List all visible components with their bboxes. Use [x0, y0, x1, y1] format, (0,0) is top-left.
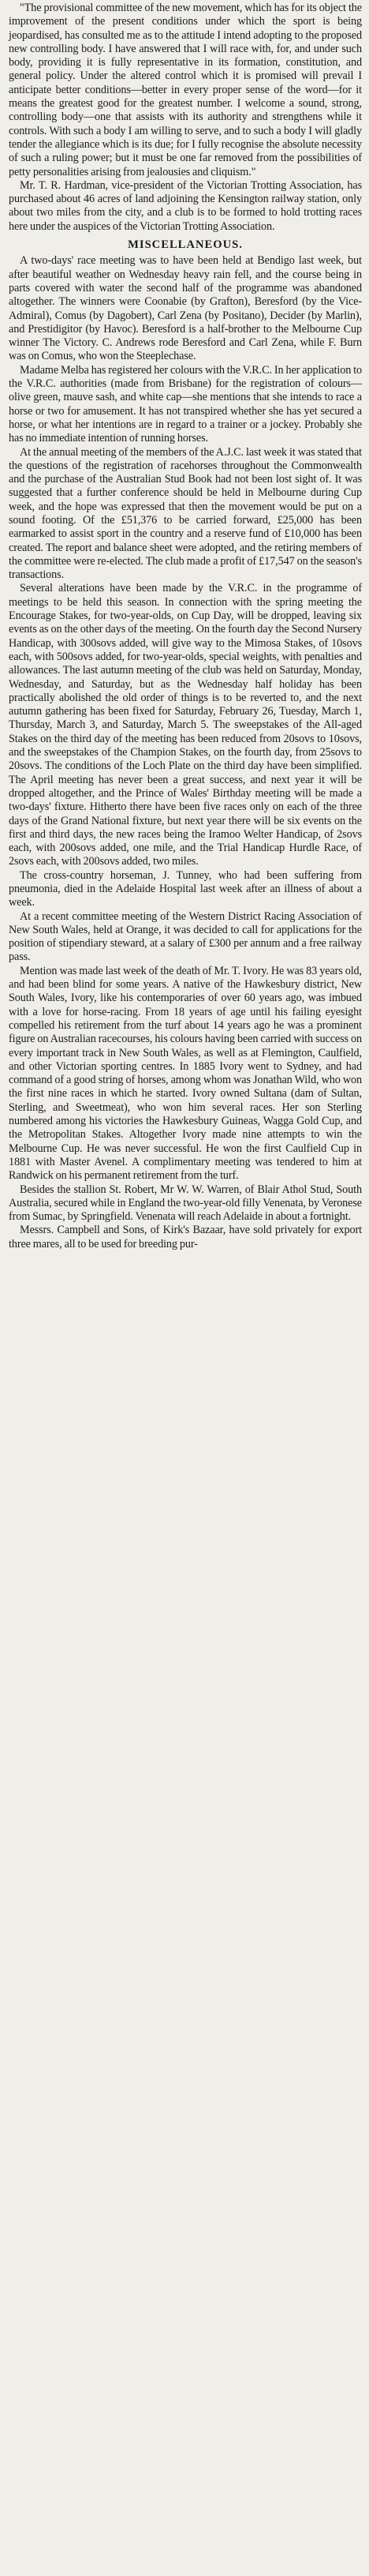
article-paragraph: Messrs. Campbell and Sons, of Kirk's Bazaar, have sold privately for export three mares, all to be used for breeding pur- — [9, 1224, 362, 1251]
article-paragraph: The cross-country horseman, J. Tunney, who had been suffering from pneumonia, died in the Adelaide Hospital last week after an illness of about a week. — [9, 868, 362, 909]
article-paragraph: "The provisional committee of the new movement, which has for its object the improvement of the present conditions under which the sport is being jeopardised, has consulted me as to the attitude I intend adopting to the proposed new controlling body. I have answered that I will race with, for, and under such body, providing it is fully representative in its formation, constitution, and general policy. Under the altered control which it is promised will prevail I anticipate better conditions—better in every proper sense of the word—for it means the greatest good for the greatest number. I welcome a sound, strong, controlling body—one that assists with its authority and strengthens while it controls. With such a body I am willing to serve, and to such a body I will gladly tender the allegiance which is its due; for I fully recognise the absolute necessity of such a ruling power; but it must be one far removed from the possibilities of petty personalities arising from jealousies and cliquism." — [9, 2, 362, 178]
article-paragraph: Besides the stallion St. Robert, Mr W. W. Warren, of Blair Athol Stud, South Australia, secured while in England the two-year-old filly Venenata, by Veronese from Sumac, by Springfield. Venenata will reach Adelaide in about a fortnight. — [9, 1183, 362, 1224]
article-paragraph: Madame Melba has registered her colours with the V.R.C. In her application to the V.R.C. authorities (made from Brisbane) for the registration of colours—olive green, mauve sash, and white cap—she mentions that she intends to race a horse or two for amusement. It has not transpired whether she has yet secured a horse, or what her intentions are in regard to a trainer or a jockey. Probably she has no immediate intention of running horses. — [9, 363, 362, 445]
article-paragraph: Mr. T. R. Hardman, vice-president of the Victorian Trotting Association, has purchased about 46 acres of land adjoining the Kensington railway station, only about two miles from the city, and a club is to be formed to hold trotting races here under the auspices of the Victorian Trotting Association. — [9, 178, 362, 233]
article-paragraph: Several alterations have been made by the V.R.C. in the programme of meetings to be held this season. In connection with the spring meeting the Encourage Stakes, for two-year-olds, on Cup Day, will be dropped, leaving six events as on the other days of the meeting. On the fourth day the Second Nursery Handicap, with 300sovs added, will give way to the Mimosa Stakes, of 10sovs each, with 500sovs added, for two-year-olds, special weights, with penalties and allowances. The last autumn meeting of the club was held on Saturday, Monday, Wednesday, and Saturday, but as the Wednesday half holiday has been practically abolished the old order of things is to be reverted to, and the next autumn gathering has been fixed for Saturday, February 26, Tuesday, March 1, Thursday, March 3, and Saturday, March 5. The sweepstakes of the All-aged Stakes on the third day of the meeting has been reduced from 20sovs to 10sovs, and the sweepstakes of the Champion Stakes, on the fourth day, from 25sovs to 20sovs. The conditions of the Loch Plate on the third day have been simplified. The April meeting has never been a great success, and next year it will be dropped altogether, and the Prince of Wales' Birthday meeting will be made a two-days' fixture. Hitherto there have been five races only on each of the three days of the Grand National fixture, but next year there will be six events on the first and third days, the new races being the Iramoo Welter Handicap, of 2sovs each, with 200sovs added, one mile, and the Trial Handicap Hurdle Race, of 2sovs each, with 200sovs added, two miles. — [9, 582, 362, 868]
section-heading: MISCELLANEOUS. — [128, 238, 243, 252]
article-paragraph: A two-days' race meeting was to have been held at Bendigo last week, but after beautiful weather on Wednesday heavy rain fell, and the course being in parts covered with water the second half of the programme was abandoned altogether. The winners were Coonabie (by Grafton), Beresford (by the Vice-Admiral), Comus (by Dagobert), Carl Zena (by Positano), Decider (by Marlin), and Prestidigitor (by Havoc). Beresford is a half-brother to the Melbourne Cup winner The Victory. C. Andrews rode Beresford and Carl Zena, while F. Burn was on Comus, who won the Steeplechase. — [9, 254, 362, 363]
trotting-section — [9, 2, 362, 234]
article-paragraph: Mention was made last week of the death of Mr. T. Ivory. He was 83 years old, and had been blind for some years. A native of the Hawkesbury district, New South Wales, Ivory, like his contemporaries of over 60 years ago, was imbued with a love for horse-racing. From 18 years of age until his failing eyesight compelled his retirement from the turf about 14 years ago he was a prominent figure on Australian racecourses, his colours having been carried with success on every important track in New South Wales, as well as at Flemington, Caulfield, and other Victorian sporting centres. In 1885 Ivory went to Sydney, and had command of a good string of horses, among whom was Jonathan Wild, who won the first nine races in which he started. Ivory owned Sultana (dam of Sultan, Sterling, and Sweetmeat), who won him several races. Her son Sterling numbered among his victories the Hawkesbury Guineas, Wagga Gold Cup, and the Metropolitan Stakes. Altogether Ivory made nine attempts to win the Melbourne Cup. He was never successful. He won the first Caulfield Cup in 1881 with Master Avenel. A complimentary meeting was tendered to him at Randwick on his permanent retirement from the turf. — [9, 964, 362, 1183]
article-paragraph: At the annual meeting of the members of the A.J.C. last week it was stated that the questions of the registration of racehorses throughout the Commonwealth and the purchase of the Australian Stud Book had not been lost sight of. It was suggested that a further conference should be held in Melbourne during Cup week, and the hope was expressed that then the movement would be put on a sound footing. Of the £51,376 to be carried forward, £25,000 has been earmarked to assist sport in the country and a reserve fund of £10,000 has been created. The report and balance sheet were adopted, and the retiring members of the committee were re-elected. The club made a profit of £17,547 on the season's transactions. — [9, 445, 362, 582]
article-paragraph: At a recent committee meeting of the Western District Racing Association of New South Wales, held at Orange, it was decided to call for applications for the position of stipendiary steward, at a salary of £300 per annum and a free railway pass. — [9, 909, 362, 964]
miscellaneous-section — [9, 254, 362, 1251]
